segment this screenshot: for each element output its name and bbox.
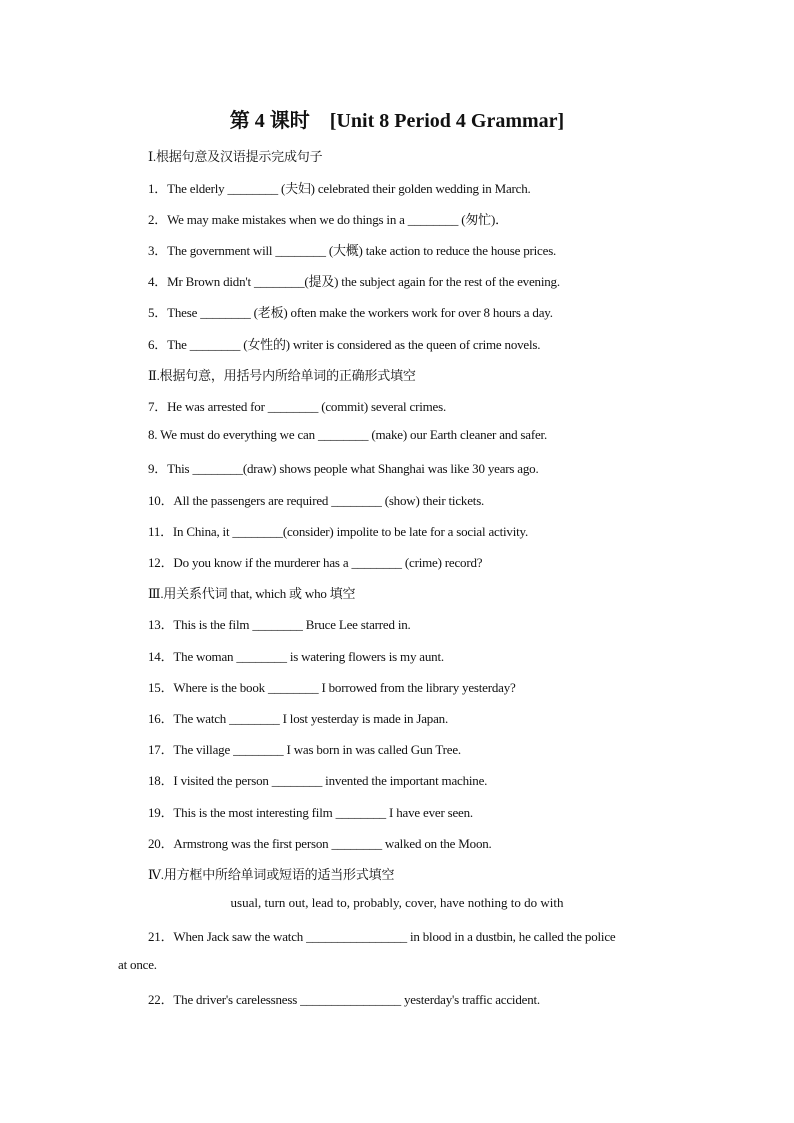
question-4: 4．Mr Brown didn't ________(提及) the subject again for the rest of the evening. (148, 274, 560, 289)
question-7: 7．He was arrested for ________ (commit) several crimes. (148, 399, 447, 414)
question-20: 20．Armstrong was the first person ________ walked on the Moon. (148, 836, 492, 851)
question-3: 3．The government will ________ (大概) take action to reduce the house prices. (148, 243, 557, 258)
page-title: 第 4 课时 [Unit 8 Period 4 Grammar] (229, 110, 565, 132)
question-16: 16．The watch ________ I lost yesterday is made in Japan. (148, 711, 449, 726)
question-17: 17．The village ________ I was born in was called Gun Tree. (148, 742, 461, 757)
section-heading-1: Ⅰ.根据句意及汉语提示完成句子 (148, 149, 323, 164)
question-13: 13．This is the film ________ Bruce Lee starred in. (148, 617, 411, 632)
question-11: 11．In China, it ________(consider) impolite to be late for a social activity. (148, 524, 529, 539)
question-14: 14．The woman ________ is watering flowers is my aunt. (148, 649, 444, 664)
section-heading-3: Ⅲ.用关系代词 that, which 或 who 填空 (148, 586, 356, 601)
question-8: 8. We must do everything we can ________ (make) our Earth cleaner and safer. (148, 427, 548, 442)
question-6: 6．The ________ (女性的) writer is considered as the queen of crime novels. (148, 337, 541, 352)
question-5: 5．These ________ (老板) often make the workers work for over 8 hours a day. (148, 305, 553, 320)
question-18: 18．I visited the person ________ invented the important machine. (148, 773, 488, 788)
question-12: 12．Do you know if the murderer has a ________ (crime) record? (148, 555, 483, 570)
question-21-continuation: at once. (118, 957, 157, 972)
question-9: 9．This ________(draw) shows people what Shanghai was like 30 years ago. (148, 461, 539, 476)
question-10: 10．All the passengers are required ________ (show) their tickets. (148, 493, 485, 508)
section-heading-2: Ⅱ.根据句意，用括号内所给单词的正确形式填空 (148, 368, 416, 383)
question-15: 15．Where is the book ________ I borrowed from the library yesterday? (148, 680, 516, 695)
section-heading-4: Ⅳ.用方框中所给单词或短语的适当形式填空 (148, 867, 395, 882)
question-22: 22．The driver's carelessness ________________ yesterday's traffic accident. (148, 992, 540, 1007)
question-1: 1．The elderly ________ (夫妇) celebrated their golden wedding in March. (148, 181, 531, 196)
question-21: 21．When Jack saw the watch ________________ in blood in a dustbin, he called the police (148, 929, 616, 944)
question-19: 19．This is the most interesting film ________ I have ever seen. (148, 805, 473, 820)
word-box: usual, turn out, lead to, probably, cover, have nothing to do with (230, 895, 564, 910)
question-2: 2．We may make mistakes when we do things in a ________ (匆忙)． (148, 212, 508, 227)
